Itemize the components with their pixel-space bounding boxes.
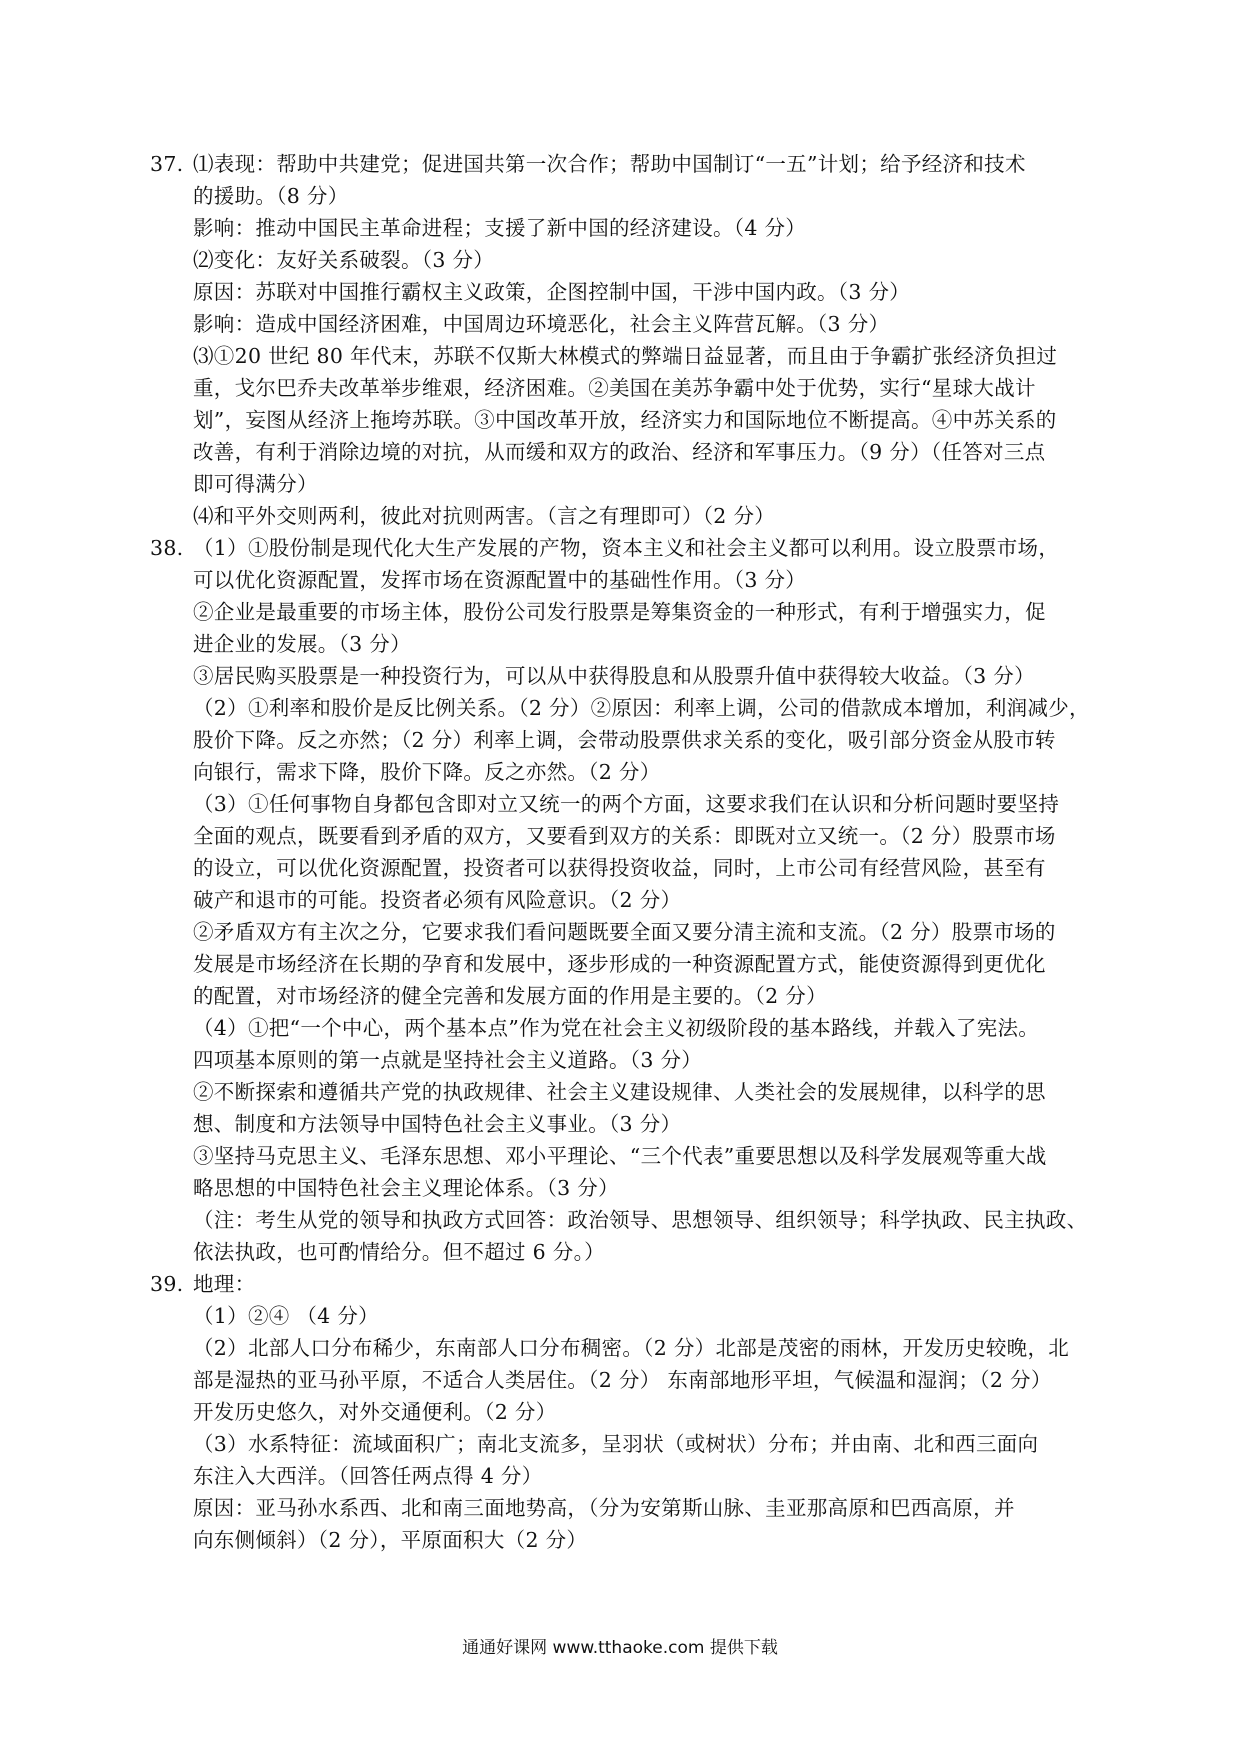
question-39-number: 39. bbox=[150, 1272, 184, 1296]
q37-line-7: ⑶①20 世纪 80 年代末，苏联不仅斯大林模式的弊端日益显著，而且由于争霸扩张经济负担过 bbox=[193, 344, 1058, 368]
q38-line-13: ②矛盾双方有主次之分，它要求我们看问题既要全面又要分清主流和支流。（2 分）股票市场的 bbox=[193, 920, 1056, 944]
q38-line-4: 进企业的发展。（3 分） bbox=[193, 632, 411, 656]
q37-line-9: 划”，妄图从经济上拖垮苏联。③中国改革开放，经济实力和国际地位不断提高。④中苏关系的 bbox=[193, 408, 1057, 432]
q38-line-15: 的配置，对市场经济的健全完善和发展方面的作用是主要的。（2 分） bbox=[193, 984, 827, 1008]
q38-line-16: （4）①把“一个中心，两个基本点”作为党在社会主义初级阶段的基本路线，并载入了宪法。 bbox=[193, 1016, 1040, 1040]
q38-line-20: ③坚持马克思主义、毛泽东思想、邓小平理论、“三个代表”重要思想以及科学发展观等重大战 bbox=[193, 1144, 1047, 1168]
q39-line-6: （3）水系特征：流域面积广；南北支流多，呈羽状（或树状）分布；并由南、北和西三面向 bbox=[193, 1432, 1039, 1456]
q38-line-17: 四项基本原则的第一点就是坚持社会主义道路。（3 分） bbox=[193, 1048, 703, 1072]
q39-line-3: （2）北部人口分布稀少，东南部人口分布稠密。（2 分）北部是茂密的雨林，开发历史较晚，北 bbox=[193, 1336, 1070, 1360]
q38-line-9: （3）①任何事物自身都包含即对立又统一的两个方面，这要求我们在认识和分析问题时要坚持 bbox=[193, 792, 1060, 816]
q37-line-12: ⑷和平外交则两利，彼此对抗则两害。（言之有理即可）（2 分） bbox=[193, 504, 776, 528]
q39-line-9: 向东侧倾斜）（2 分），平原面积大（2 分） bbox=[193, 1528, 588, 1552]
q37-line-8: 重，戈尔巴乔夫改革举步维艰，经济困难。②美国在美苏争霸中处于优势，实行“星球大战计 bbox=[193, 376, 1036, 400]
q37-line-1: ⑴表现：帮助中共建党；促进国共第一次合作；帮助中国制订“一五”计划；给予经济和技术 bbox=[193, 152, 1026, 176]
q38-line-7: 股价下降。反之亦然；（2 分）利率上调，会带动股票供求关系的变化，吸引部分资金从股市转 bbox=[193, 728, 1056, 752]
q38-line-12: 破产和退市的可能。投资者必须有风险意识。（2 分） bbox=[193, 888, 682, 912]
q37-line-5: 原因：苏联对中国推行霸权主义政策，企图控制中国，干涉中国内政。（3 分） bbox=[193, 280, 911, 304]
q38-line-11: 的设立，可以优化资源配置，投资者可以获得投资收益，同时，上市公司有经营风险，甚至有 bbox=[193, 856, 1046, 880]
q39-line-5: 开发历史悠久，对外交通便利。（2 分） bbox=[193, 1400, 557, 1424]
q38-line-1: （1）①股份制是现代化大生产发展的产物，资本主义和社会主义都可以利用。设立股票市场， bbox=[193, 536, 1060, 560]
q37-line-10: 改善，有利于消除边境的对抗，从而缓和双方的政治、经济和军事压力。（9 分）（任答对三点 bbox=[193, 440, 1046, 464]
q39-line-8: 原因：亚马孙水系西、北和南三面地势高，（分为安第斯山脉、圭亚那高原和巴西高原，并 bbox=[193, 1496, 1015, 1520]
q37-line-4: ⑵变化：友好关系破裂。（3 分） bbox=[193, 248, 495, 272]
q38-line-19: 想、制度和方法领导中国特色社会主义事业。（3 分） bbox=[193, 1112, 682, 1136]
q37-line-2: 的援助。（8 分） bbox=[193, 184, 349, 208]
page-footer: 通通好课网 www.tthaoke.com 提供下载 bbox=[462, 1638, 778, 1658]
q38-line-21: 略思想的中国特色社会主义理论体系。（3 分） bbox=[193, 1176, 619, 1200]
q38-line-8: 向银行，需求下降，股价下降。反之亦然。（2 分） bbox=[193, 760, 661, 784]
q38-line-3: ②企业是最重要的市场主体，股份公司发行股票是筹集资金的一种形式，有利于增强实力，促 bbox=[193, 600, 1046, 624]
q38-line-6: （2）①利率和股价是反比例关系。（2 分）②原因：利率上调，公司的借款成本增加，利润减少， bbox=[193, 696, 1090, 720]
q39-line-4: 部是湿热的亚马孙平原，不适合人类居住。（2 分） 东南部地形平坦，气候温和湿润；（2 分） bbox=[193, 1368, 1052, 1392]
q38-line-23: 依法执政，也可酌情给分。但不超过 6 分。） bbox=[193, 1240, 605, 1264]
q38-line-5: ③居民购买股票是一种投资行为，可以从中获得股息和从股票升值中获得较大收益。（3 分） bbox=[193, 664, 1035, 688]
q39-line-1: 地理： bbox=[193, 1272, 256, 1296]
question-37-number: 37. bbox=[150, 152, 184, 176]
q38-line-2: 可以优化资源配置，发挥市场在资源配置中的基础性作用。（3 分） bbox=[193, 568, 807, 592]
q39-line-2: （1）②④ （4 分） bbox=[193, 1304, 379, 1328]
q38-line-10: 全面的观点，既要看到矛盾的双方，又要看到双方的关系：即既对立又统一。（2 分）股票市场 bbox=[193, 824, 1056, 848]
q37-line-11: 即可得满分） bbox=[193, 472, 318, 496]
question-38-number: 38. bbox=[150, 536, 184, 560]
q38-line-18: ②不断探索和遵循共产党的执政规律、社会主义建设规律、人类社会的发展规律，以科学的思 bbox=[193, 1080, 1046, 1104]
q37-line-6: 影响：造成中国经济困难，中国周边环境恶化，社会主义阵营瓦解。（3 分） bbox=[193, 312, 890, 336]
q38-line-14: 发展是市场经济在长期的孕育和发展中，逐步形成的一种资源配置方式，能使资源得到更优化 bbox=[193, 952, 1046, 976]
q39-line-7: 东注入大西洋。（回答任两点得 4 分） bbox=[193, 1464, 543, 1488]
q37-line-3: 影响：推动中国民主革命进程；支援了新中国的经济建设。（4 分） bbox=[193, 216, 807, 240]
q38-line-22: （注：考生从党的领导和执政方式回答：政治领导、思想领导、组织领导；科学执政、民主执政、 bbox=[193, 1208, 1088, 1232]
